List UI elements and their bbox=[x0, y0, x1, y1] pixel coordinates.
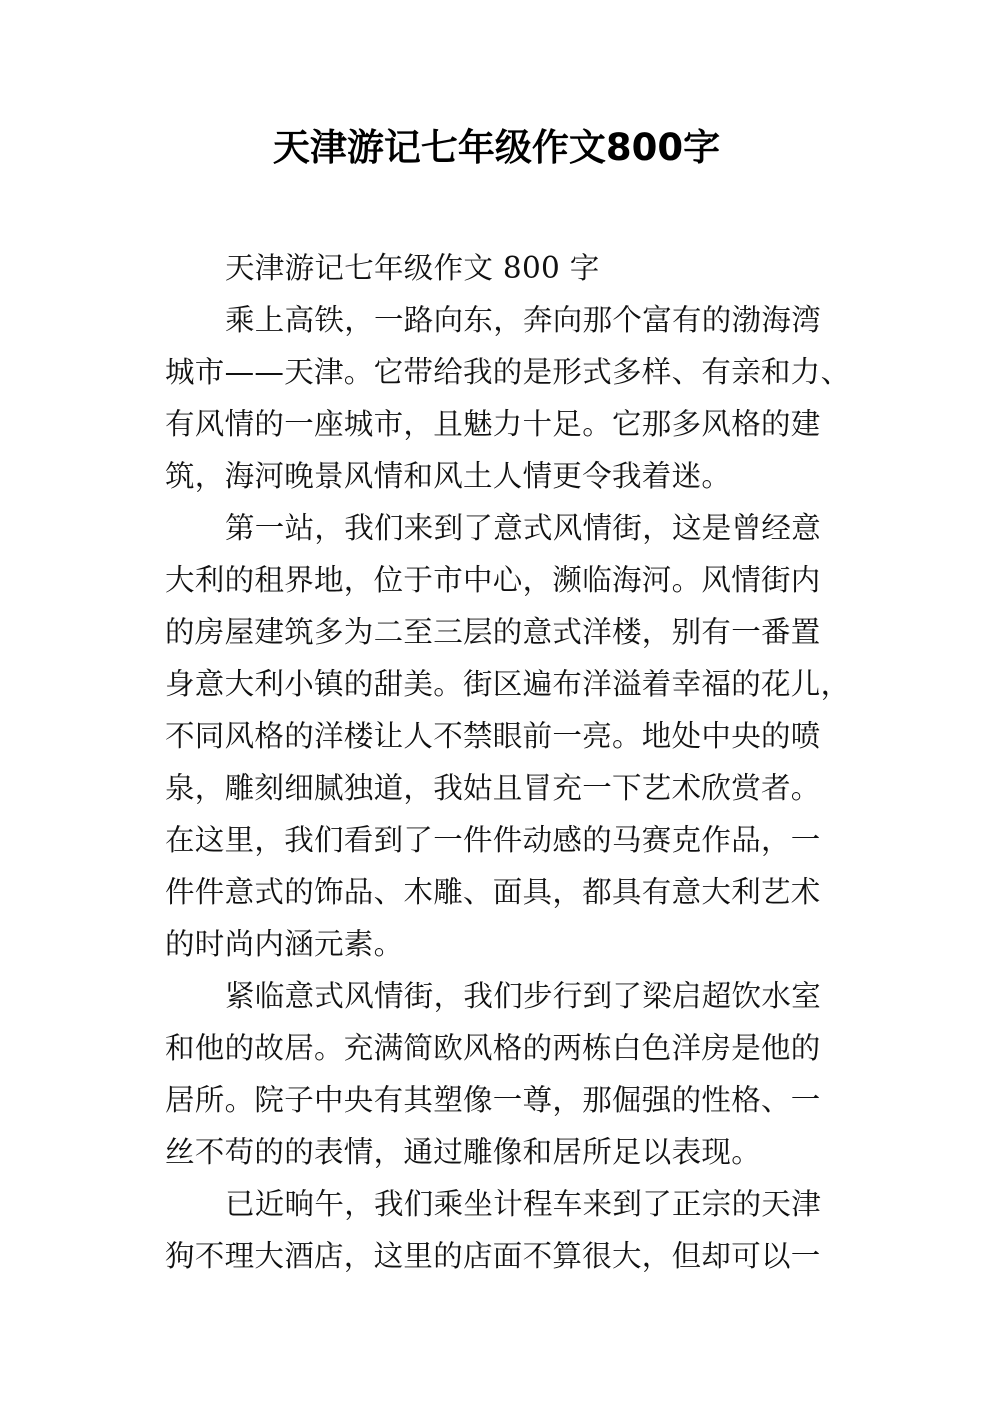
paragraph-line: 居所。院子中央有其塑像一尊，那倔强的性格、一 bbox=[165, 1083, 821, 1117]
paragraph-line: 大利的租界地，位于市中心，濒临海河。风情街内 bbox=[165, 563, 821, 597]
paragraph-line: 泉，雕刻细腻独道，我姑且冒充一下艺术欣赏者。 bbox=[165, 771, 821, 805]
document-body bbox=[165, 242, 865, 1282]
paragraph-line: 在这里，我们看到了一件件动感的马赛克作品，一 bbox=[165, 823, 821, 857]
paragraph-line: 身意大利小镇的甜美。街区遍布洋溢着幸福的花儿， bbox=[165, 667, 851, 701]
paragraph-line: 紧临意式风情街，我们步行到了梁启超饮水室 bbox=[225, 979, 822, 1013]
paragraph-line: 和他的故居。充满简欧风格的两栋白色洋房是他的 bbox=[165, 1031, 821, 1065]
paragraph-line: 第一站，我们来到了意式风情街，这是曾经意 bbox=[225, 511, 822, 545]
paragraph-line: 的时尚内涵元素。 bbox=[165, 927, 404, 961]
paragraph-line: 件件意式的饰品、木雕、面具，都具有意大利艺术 bbox=[165, 875, 821, 909]
paragraph-line: 丝不苟的的表情，通过雕像和居所足以表现。 bbox=[165, 1135, 762, 1169]
paragraph-line: 已近晌午，我们乘坐计程车来到了正宗的天津 bbox=[225, 1187, 822, 1221]
paragraph-line: 乘上高铁，一路向东，奔向那个富有的渤海湾 bbox=[225, 303, 822, 337]
paragraph-line: 狗不理大酒店，这里的店面不算很大，但却可以一 bbox=[165, 1239, 821, 1273]
paragraph-line: 的房屋建筑多为二至三层的意式洋楼，别有一番置 bbox=[165, 615, 821, 649]
paragraph-line: 筑，海河晚景风情和风土人情更令我着迷。 bbox=[165, 459, 732, 493]
paragraph-line: 天津游记七年级作文 800 字 bbox=[225, 251, 600, 285]
paragraph-line: 有风情的一座城市，且魅力十足。它那多风格的建 bbox=[165, 407, 821, 441]
document-title: 天津游记七年级作文800字 bbox=[272, 126, 721, 169]
paragraph-line: 城市——天津。它带给我的是形式多样、有亲和力、 bbox=[165, 355, 851, 389]
paragraph-line: 不同风格的洋楼让人不禁眼前一亮。地处中央的喷 bbox=[165, 719, 821, 753]
